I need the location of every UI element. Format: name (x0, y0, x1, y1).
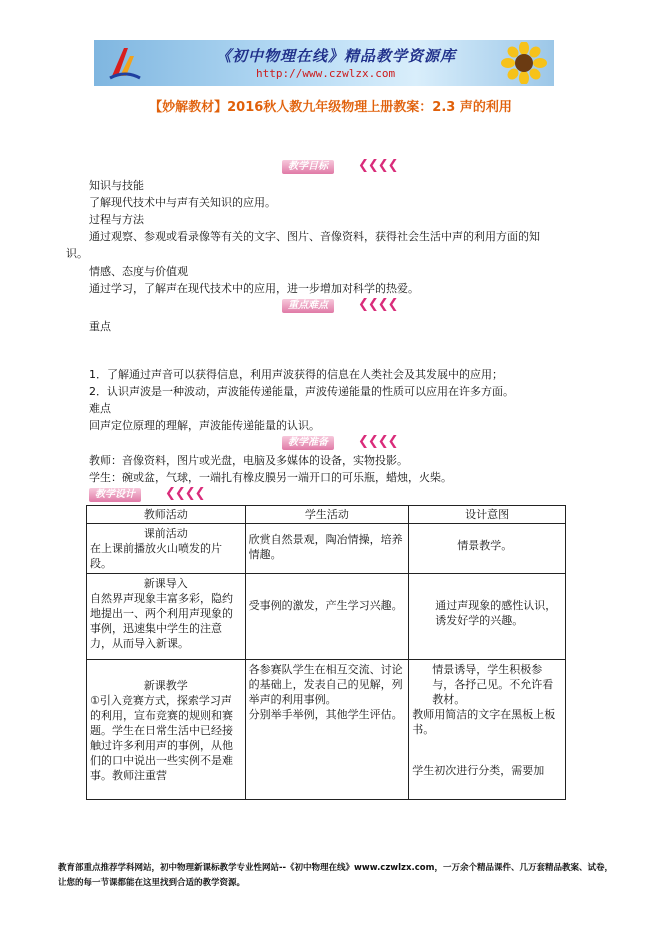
cell-text: 情景诱导，学生积极参与，各抒己见。不允许看教材。 (432, 663, 554, 706)
section-tag-label: 教学设计 (89, 488, 141, 502)
preparation-teacher: 教师：音像资料，图片或光盘，电脑及多媒体的设备，实物投影。 (89, 454, 408, 467)
chevrons-icon: ❮❮❮❮ (358, 158, 398, 173)
table-cell-student: 受事例的激发，产生学习兴趣。 (245, 574, 409, 660)
table-cell-teacher (87, 660, 246, 800)
column-header: 设计意图 (409, 506, 566, 524)
column-header: 教师活动 (87, 506, 246, 524)
cell-title: 课前活动 (143, 527, 188, 540)
emotion-text: 通过学习，了解声在现代技术中的应用，进一步增加对科学的热爱。 (89, 282, 419, 295)
focus-item-2: 2．认识声波是一种波动，声波能传递能量，声波传递能量的性质可以应用在许多方面。 (89, 385, 514, 398)
cell-text: 教师用简洁的文字在黑板上板书。 (412, 708, 556, 736)
banner-title: 《初中物理在线》精品教学资源库 (216, 47, 457, 65)
table-cell-student: 欣赏自然景观，陶冶情操，培养情趣。 (245, 524, 409, 574)
difficulty-heading: 难点 (89, 402, 111, 415)
header-banner (94, 40, 554, 86)
table-row (87, 660, 566, 800)
table-cell-teacher (87, 524, 246, 574)
table-cell-intent (409, 660, 566, 800)
section-tag-label: 教学准备 (282, 436, 334, 450)
table-cell-intent: 情景教学。 (409, 524, 566, 574)
sunflower-icon (500, 42, 548, 84)
cell-text: 在上课前播放火山喷发的片段。 (90, 542, 222, 570)
preparation-student: 学生：碗或盆，气球，一端扎有橡皮膜另一端开口的可乐瓶，蜡烛，火柴。 (89, 471, 452, 484)
cell-text: 分别举手举例，其他学生评估。 (248, 708, 403, 721)
knowledge-text: 了解现代技术中与声有关知识的应用。 (89, 196, 276, 209)
page-footer: 教育部重点推荐学科网站，初中物理新课标教学专业性网站--《初中物理在线》www.czwlzx.com，一万余个精品课件、几万套精品教案、试卷，让您的每一节课都能在这里找到合适的教学资源。 (58, 863, 613, 888)
section-tag-label: 教学目标 (282, 160, 334, 174)
knowledge-heading: 知识与技能 (89, 179, 144, 192)
cell-text: ①引入竞赛方式，探索学习声的利用，宣布竞赛的规则和赛题。学生在日常生活中已经接触过许多利用声的事例，从他们的口中说出一些实例不是难事。教师注重营 (90, 694, 233, 782)
difficulty-text: 回声定位原理的理解，声波能传递能量的认识。 (89, 419, 320, 432)
site-logo-icon (108, 44, 142, 82)
banner-url[interactable]: http://www.czwlzx.com (256, 67, 396, 80)
process-heading: 过程与方法 (89, 213, 144, 226)
focus-item-1: 1．了解通过声音可以获得信息，利用声波获得的信息在人类社会及其发展中的应用； (89, 368, 503, 381)
table-row (87, 574, 566, 660)
table-cell-intent: 通过声现象的感性认识，诱发好学的兴趣。 (409, 574, 566, 660)
cell-text: 学生初次进行分类，需要加 (412, 764, 545, 777)
chevrons-icon: ❮❮❮❮ (358, 297, 398, 312)
process-text: 通过观察、参观或看录像等有关的文字、图片、音像资料，获得社会生活中声的利用方面的知 (89, 230, 540, 243)
process-text-continued: 识。 (66, 247, 88, 260)
cell-title: 新课导入 (143, 577, 188, 590)
cell-title: 新课教学 (143, 679, 188, 692)
column-header: 学生活动 (245, 506, 409, 524)
section-tag-label: 重点难点 (282, 299, 334, 313)
cell-text: 各参赛队学生在相互交流、讨论的基础上，发表自己的见解，列举声的利用事例。 (248, 663, 403, 706)
chevrons-icon: ❮❮❮❮ (358, 434, 398, 449)
lesson-design-table (86, 505, 566, 800)
table-row (87, 524, 566, 574)
emotion-heading: 情感、态度与价值观 (89, 265, 188, 278)
cell-text: 自然界声现象丰富多彩，隐约地提出一、两个利用声现象的事例，迅速集中学生的注意力，从而导入新课。 (90, 592, 233, 650)
table-cell-teacher (87, 574, 246, 660)
chevrons-icon: ❮❮❮❮ (165, 486, 205, 501)
focus-heading: 重点 (89, 320, 111, 333)
document-title: 【妙解教材】2016秋人教九年级物理上册教案：2.3 声的利用 (149, 100, 512, 115)
table-header-row (87, 506, 566, 524)
table-cell-student (245, 660, 409, 800)
